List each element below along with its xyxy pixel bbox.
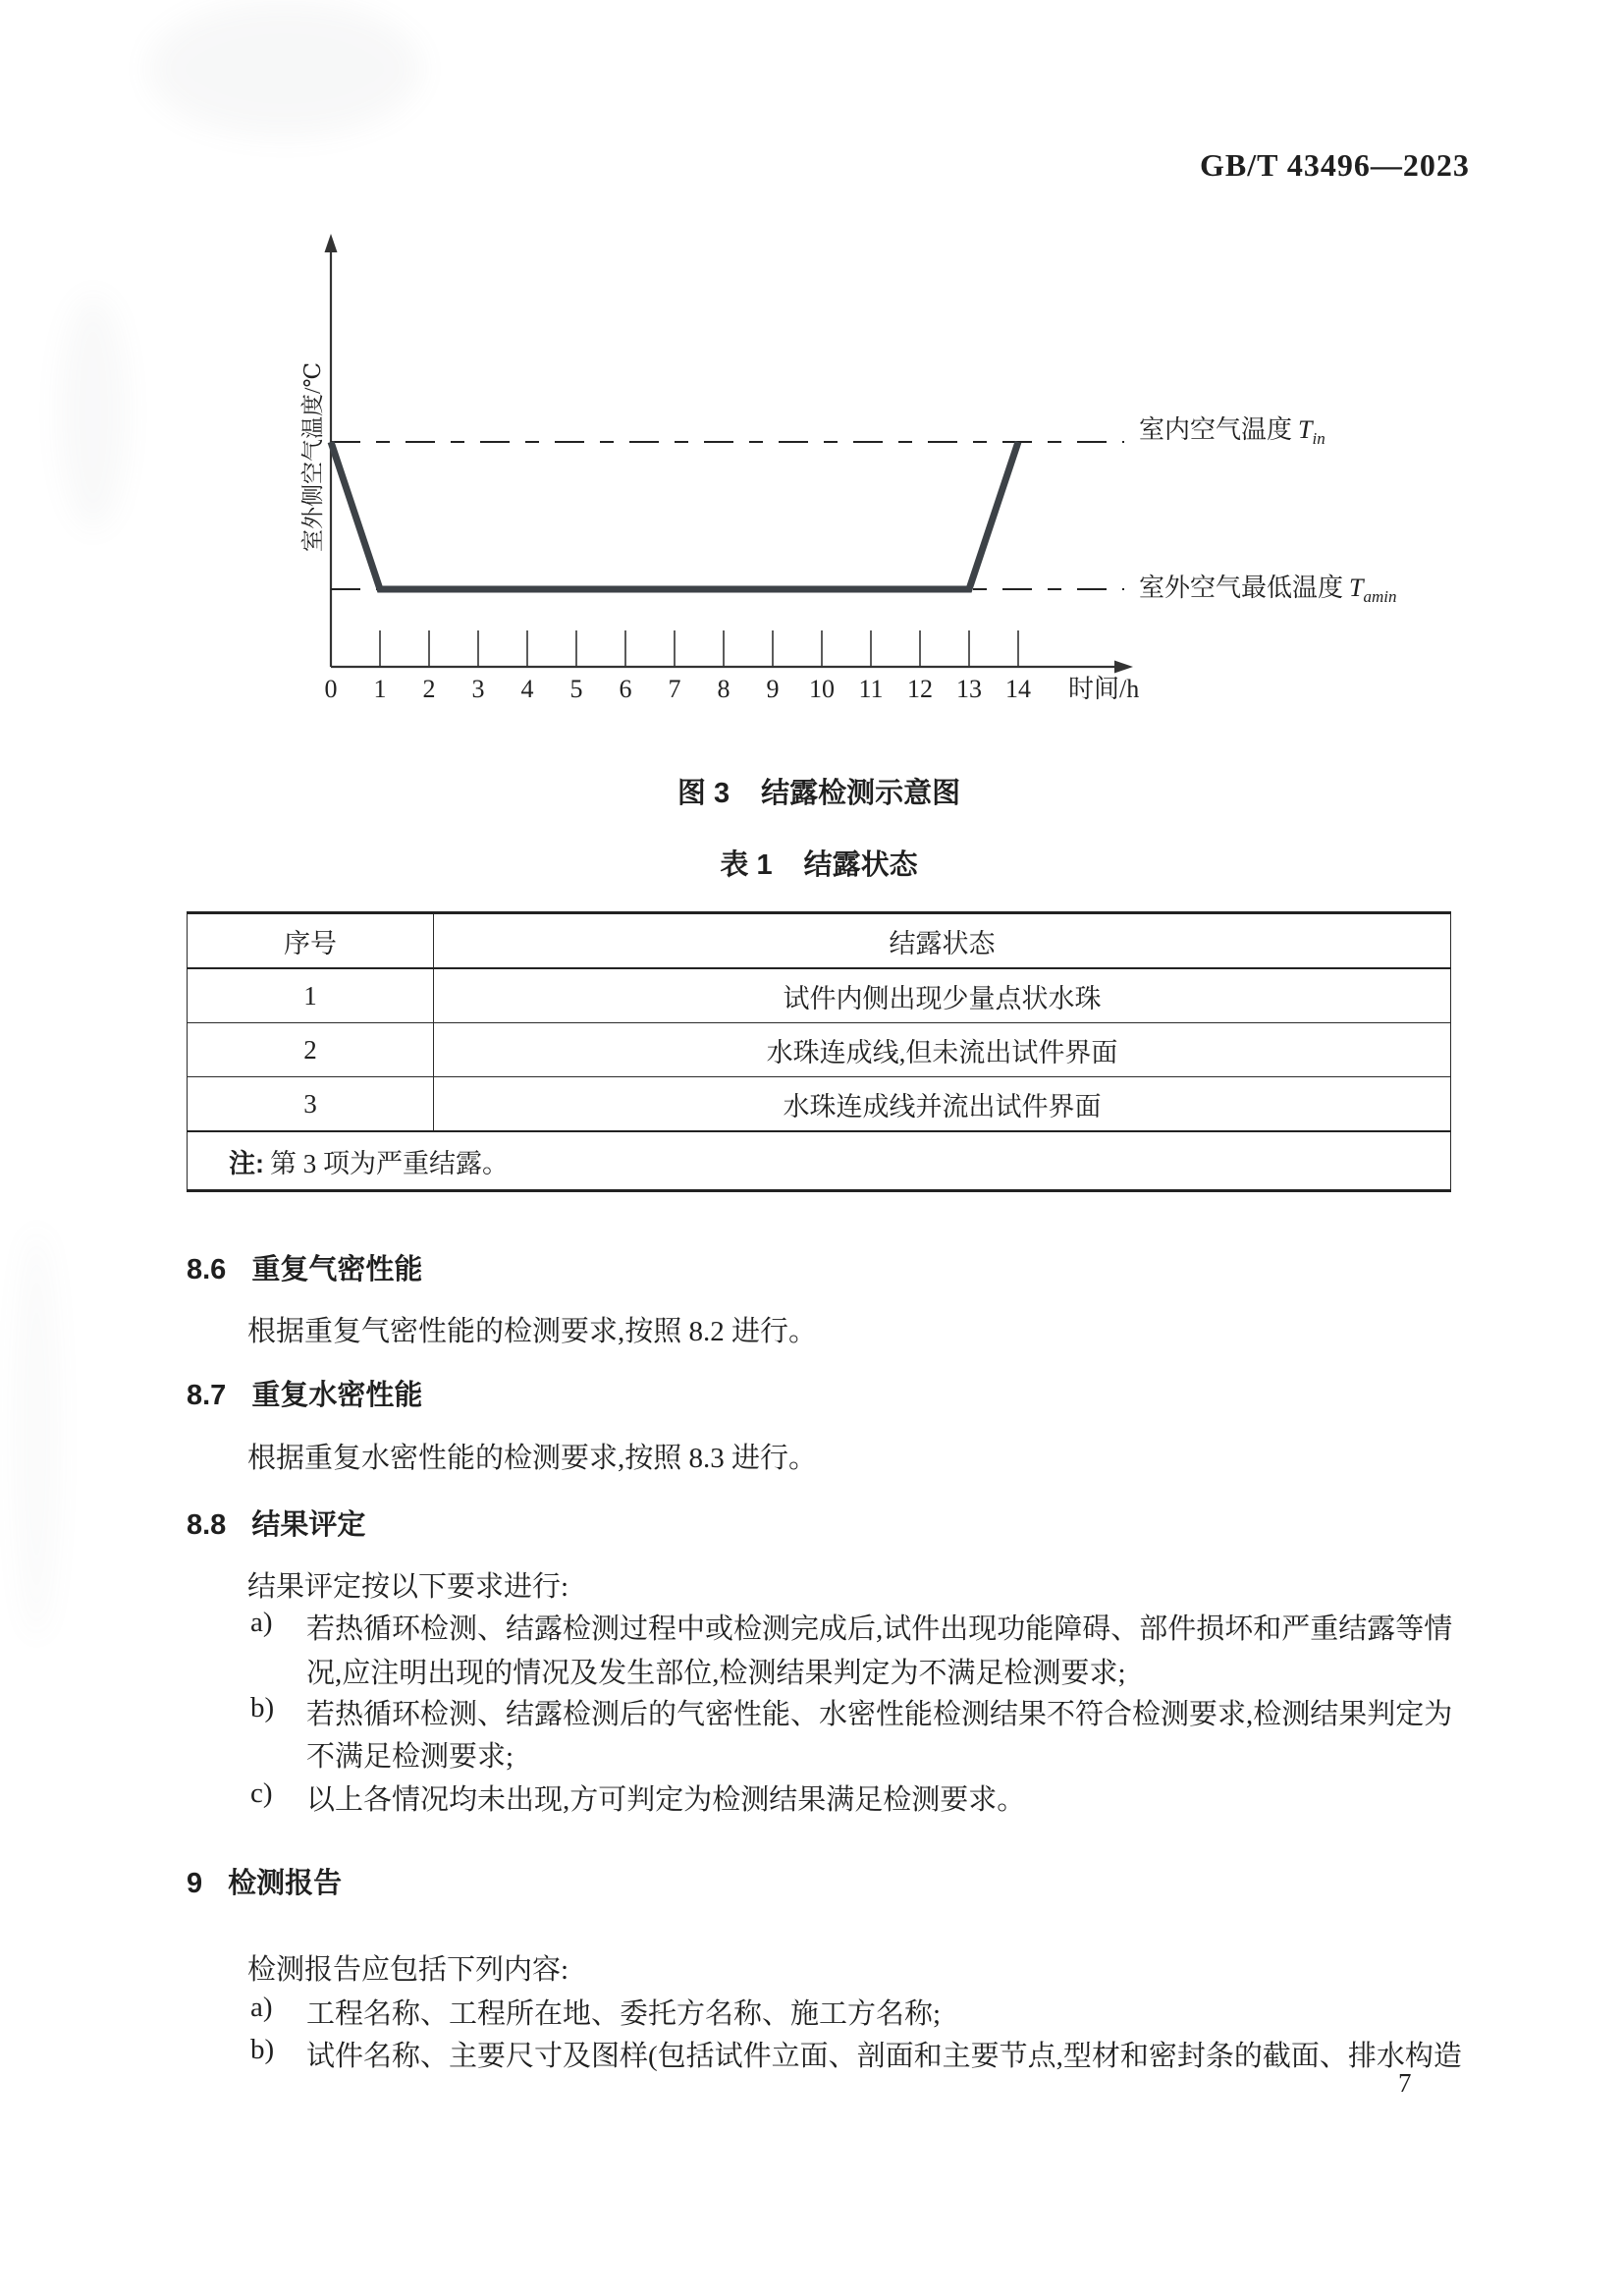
section-heading-8-8 [187,1503,365,1543]
table-row [188,1077,1451,1132]
list-item-marker: c) [250,1777,273,1809]
svg-text:时间/h: 时间/h [1068,675,1140,703]
table-note-cell [188,1131,1451,1191]
table-note-row [188,1131,1451,1191]
section-number: 8.7 [187,1380,227,1411]
paragraph: 根据重复气密性能的检测要求,按照 8.2 进行。 [247,1316,818,1347]
svg-text:1: 1 [373,675,387,703]
section-title: 重复气密性能 [251,1254,423,1285]
table-row [188,1023,1451,1077]
svg-text:11: 11 [858,675,884,703]
figure-caption-label: 图 3 [676,778,730,809]
list-item-line: 试件名称、主要尺寸及图样(包括试件立面、剖面和主要节点,型材和密封条的截面、排水构造 [306,2041,1462,2072]
svg-text:8: 8 [717,675,730,703]
figure-caption [187,771,1451,811]
svg-text:9: 9 [766,675,780,703]
svg-text:13: 13 [956,675,982,703]
paragraph: 根据重复水密性能的检测要求,按照 8.3 进行。 [247,1443,818,1474]
indoor-air-temperature-label [1139,410,1325,449]
cell-index: 2 [188,1023,434,1077]
cell-state: 水珠连成线并流出试件界面 [434,1077,1451,1132]
condensation-test-chart [295,228,1159,719]
temperature-symbol: T [1349,574,1364,602]
list-item-marker: a) [250,1992,273,2023]
table-caption [187,843,1451,883]
list-item-marker: b) [250,1692,275,1723]
section-title: 检测报告 [228,1868,343,1899]
list-item-line: 若热循环检测、结露检测后的气密性能、水密性能检测结果不符合检测要求,检测结果判定为 [306,1699,1453,1730]
paragraph: 结果评定按以下要求进行: [247,1571,569,1603]
cell-index: 3 [188,1077,434,1132]
list-item-marker: b) [250,2034,275,2065]
note-prefix: 注: [229,1148,264,1178]
temperature-subscript: in [1312,429,1325,449]
section-number: 8.8 [187,1509,227,1541]
cell-state: 水珠连成线,但未流出试件界面 [434,1023,1451,1077]
section-heading-8-6 [187,1247,422,1287]
chart-y-axis-label: 室外侧空气温度/℃ [300,361,325,552]
cell-index: 1 [188,968,434,1023]
section-heading-8-7 [187,1373,422,1413]
figure-caption-title: 结露检测示意图 [761,778,961,809]
table-row [188,968,1451,1023]
temperature-subscript: amin [1363,587,1397,607]
list-item-line: 以上各情况均未出现,方可判定为检测结果满足检测要求。 [306,1784,1026,1816]
svg-text:12: 12 [907,675,933,703]
standard-number-header: GB/T 43496—2023 [1200,147,1470,183]
section-title: 重复水密性能 [251,1380,423,1411]
section-heading-9 [187,1861,342,1901]
page-number: 7 [1398,2068,1412,2098]
ref-label-text: 室外空气最低温度 [1139,574,1344,602]
note-text: 第 3 项为严重结露。 [270,1148,509,1178]
column-header-index: 序号 [188,913,434,969]
ref-label-text: 室内空气温度 [1139,415,1293,444]
list-item-line: 不满足检测要求; [306,1741,514,1773]
cell-state: 试件内侧出现少量点状水珠 [434,968,1451,1023]
column-header-state: 结露状态 [434,913,1451,969]
table-header-row [188,913,1451,969]
svg-text:4: 4 [520,675,534,703]
scan-artifact [147,0,422,137]
list-item-line: 况,应注明出现的情况及发生部位,检测结果判定为不满足检测要求; [306,1658,1126,1689]
outdoor-min-air-temperature-label [1139,568,1396,607]
section-number: 8.6 [187,1254,227,1285]
table-caption-label: 表 1 [720,849,773,881]
list-item-line: 工程名称、工程所在地、委托方名称、施工方名称; [306,1998,942,2030]
svg-text:7: 7 [668,675,681,703]
table-caption-title: 结露状态 [803,849,918,881]
svg-text:6: 6 [619,675,632,703]
list-item-marker: a) [250,1607,273,1638]
scan-artifact [15,1228,59,1640]
svg-text:14: 14 [1005,675,1031,703]
condensation-state-table [187,911,1451,1192]
svg-text:2: 2 [422,675,436,703]
svg-text:10: 10 [809,675,835,703]
svg-text:5: 5 [569,675,583,703]
section-number: 9 [187,1868,203,1899]
scan-artifact [59,295,128,530]
list-item-line: 若热循环检测、结露检测过程中或检测完成后,试件出现功能障碍、部件损坏和严重结露等情 [306,1613,1453,1645]
section-title: 结果评定 [251,1509,366,1541]
paragraph: 检测报告应包括下列内容: [247,1954,569,1986]
svg-text:0: 0 [324,675,338,703]
temperature-symbol: T [1298,415,1313,444]
svg-text:3: 3 [471,675,485,703]
